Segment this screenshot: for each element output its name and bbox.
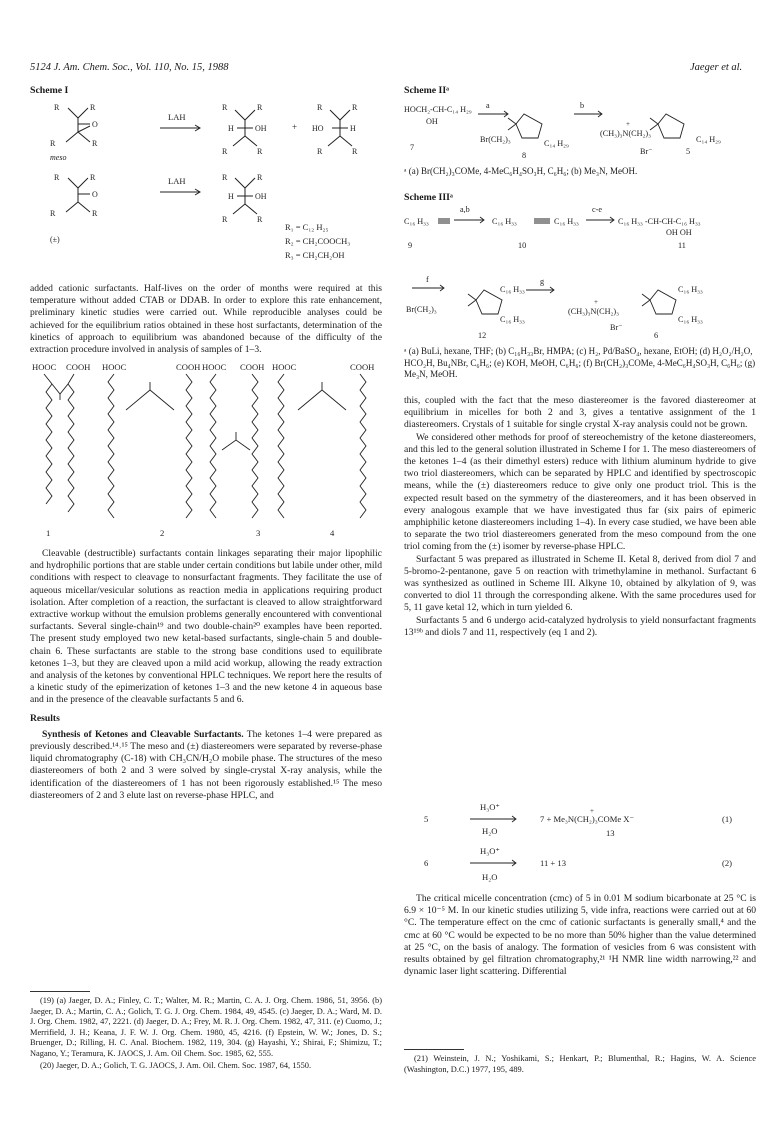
eq1-number: (1) <box>722 814 733 824</box>
eq1-catalyst: H₃O⁺ <box>480 802 500 812</box>
alkyl-chain: C₁₆ H₃₃ <box>678 315 703 324</box>
step-ab-label: a,b <box>460 205 470 214</box>
svg-text:R: R <box>222 215 228 224</box>
svg-text:R: R <box>90 173 96 182</box>
svg-text:OH: OH <box>255 124 267 133</box>
scheme-2-oh: OH <box>426 117 438 126</box>
footnote-rule <box>404 1049 464 1050</box>
bromide-anion: Br⁻ <box>610 323 623 332</box>
eq2-solvent: H₂O <box>482 872 498 882</box>
footnote: (21) Weinstein, J. N.; Yoshikami, S.; Henkart, P.; Blumenthal, R.; Hagins, W. A. Science (Washington, D.C.) 1977, 195, 489. <box>404 1054 756 1074</box>
alkyl-chain: C₁₆ H₃₃ <box>678 285 703 294</box>
ketone-label: COOH <box>350 362 375 372</box>
svg-text:HO: HO <box>312 124 324 133</box>
compound-number: 4 <box>330 528 335 538</box>
footnote-rule <box>30 991 90 992</box>
scheme-2-note: ᵃ (a) Br(CH₂)₃COMe, 4-MeC₆H₄SO₃H, C₆H₆; (b) Me₃N, MeOH. <box>404 166 638 176</box>
diol-11: C₁₆ H₃₃ -CH-CH-C₁₆ H₃₃ <box>618 217 701 226</box>
r-def-3: R₃ = CH₂CH₂OH <box>285 250 345 260</box>
step-g-label: g <box>540 277 545 286</box>
paragraph: The critical micelle concentration (cmc) of 5 in 0.01 M sodium bicarbonate at 25 °C is 6.9 × 10⁻⁵ M. In our kinetic studies utilizing 5, vide infra, reactions were carried out at 60 °C. The temperature effect on the cmc of cationic surfactants is generally small,⁴ and the cmc at 60 °C would be expected to be no more than 50% higher than the value determined at 25 °C, on the basis of analogy. The formation of vesicles from 6 was consistent with results obtained by gel filtration chromatography,²¹ ¹H NMR line width narrowing,²² and dynamic laser light scattering. Differential <box>404 893 756 978</box>
running-header: 5124 J. Am. Chem. Soc., Vol. 110, No. 15, 1988 <box>30 62 229 73</box>
left-footnotes <box>30 996 382 1072</box>
svg-text:OH: OH <box>255 192 267 201</box>
svg-text:R: R <box>257 215 263 224</box>
scheme-3-note: ᵃ (a) BuLi, hexane, THF; (b) C₁₆H₃₃Br, HMPA; (c) H₂, Pd/BaSO₄, hexane, EtOH; (d) H₂O₂/H₂O, HCO₂H, Bu₄NBr, C₆H₆; (e) KOH, MeOH, C₆H₆; (f) Br(CH₂)₃COMe, 4-MeC₆H₄SO₃H, C₆H₆; (g) Me₃N, MeOH. <box>404 346 756 380</box>
paragraph: Surfactant 5 was prepared as illustrated in Scheme II. Ketal 8, derived from diol 7 and 5-bromo-2-pentanone, gave 5 on reaction with trimethylamine in methanol. Surfactant 6 was synthesized as outlined in Scheme III. Alkyne 10, obtained by alkylation of 9, was converted to diol 11 through the corresponding alkene. With the same procedures used for 5, 11 gave ketal 12, which in turn yielded 6. <box>404 553 756 614</box>
ketone-label: HOOC <box>202 362 227 372</box>
eq1-charge: + <box>590 807 594 815</box>
scheme-2-figure <box>404 98 756 162</box>
eq1-product-number: 13 <box>606 828 615 838</box>
alkyl-chain: C₁₄ H₂₉ <box>696 135 721 144</box>
eq1-lhs: 5 <box>424 814 429 824</box>
bromo-chain: Br(CH₂)₃ <box>406 305 437 314</box>
svg-text:R: R <box>222 147 228 156</box>
r-def-2: R₂ = CH₂COOCH₃ <box>285 236 351 246</box>
alkyne-10-right: C₁₆ H₃₃ <box>554 217 579 226</box>
compound-number: 2 <box>160 528 165 538</box>
scheme-1-title: Scheme I <box>30 85 69 96</box>
compound-number: 3 <box>256 528 261 538</box>
paragraph: We considered other methods for proof of stereochemistry of the ketone diastereomers, and this led to the general solution illustrated in Scheme I for 1. The meso diastereomers of the ketones 1–4 (as their dimethyl esters) reduce with lithium aluminum hydride to give two triol diastereomers, which can be separated by HPLC and identified by spectroscopic means, while the (±) diastereomers reduce to give only one product triol. This is the expected result based on the symmetry of the diastereomers, and it has been observed in every analogous example that we have investigated thus far (six pairs of epimeric amphiphilic ketone diastereomers including 1–4). In every case studied, we have been able to separate the two triol diastereomers generated from the meso compound from the one triol coming from the (±) isomer by reverse-phase HPLC. <box>404 431 756 553</box>
ketone-label: COOH <box>66 362 91 372</box>
ketone-label: HOOC <box>32 362 57 372</box>
footnote: (19) (a) Jaeger, D. A.; Finley, C. T.; Walter, M. R.; Martin, C. A. J. Org. Chem. 1986, 51, 3956. (b) Jaeger, D. A.; Martin, C. A.; Golich, T. G. J. Org. Chem. 1984, 49, 4545. (c) Jaeger, D. A.; Ward, M. D. J. Org. Chem. 1982, 47, 2221. (d) Jaeger, D. A.; Frey, M. R. J. Org. Chem. 1982, 47, 311. (e) Cuomo, J.; Merrifield, J. H.; Keana, J. F. W. J. Org. Chem. 1980, 45, 4216. (f) Epstein, W. W.; Jones, D. S.; Bruenger, D.; Rilling, H. C. Anal. Biochem. 1982, 119, 304. (g) Hayashi, Y.; Shirai, F.; Shimizu, T.; Nagano, Y.; Teramura, K. JAOCS, J. Am. Oil Chem. Soc. 1985, 62, 555. <box>30 996 382 1058</box>
alkyl-chain: C₁₆ H₃₃ <box>500 315 525 324</box>
svg-text:R: R <box>54 103 60 112</box>
right-text-block-1 <box>404 395 756 639</box>
svg-text:O: O <box>92 190 98 199</box>
svg-text:H: H <box>228 192 234 201</box>
compound-number: 12 <box>478 331 487 340</box>
step-f-label: f <box>426 275 429 284</box>
alkyne-10-left: C₁₆ H₃₃ <box>492 217 517 226</box>
compound-number: 11 <box>678 241 686 250</box>
scheme-3-title: Scheme IIIᵃ <box>404 192 453 203</box>
svg-text:O: O <box>92 120 98 129</box>
eq2-number: (2) <box>722 858 733 868</box>
results-heading: Results <box>30 712 60 724</box>
ketone-label: HOOC <box>102 362 127 372</box>
r-def-1: R₁ = C₁₂ H₂₅ <box>285 222 329 232</box>
bromo-chain: Br(CH₂)₃ <box>480 135 511 144</box>
equations <box>404 800 756 890</box>
diol-oh: OH OH <box>666 228 692 237</box>
svg-text:R: R <box>92 209 98 218</box>
svg-text:R: R <box>54 173 60 182</box>
svg-text:R: R <box>50 209 56 218</box>
paragraph: Surfactants 5 and 6 undergo acid-catalyzed hydrolysis to yield nonsurfactant fragments 13¹⁹ᵇ and diols 7 and 11, respectively (eq 1 and 2). <box>404 614 756 638</box>
ketones-1-4-figure <box>30 360 382 540</box>
compound-number: 9 <box>408 241 413 250</box>
ammonium-chain: (CH₃)₃N(CH₂)₃ <box>568 307 619 316</box>
svg-text:R: R <box>222 173 228 182</box>
svg-text:R: R <box>50 139 56 148</box>
eq2-lhs: 6 <box>424 858 429 868</box>
meso-label: meso <box>50 153 67 162</box>
results-subheading: Synthesis of Ketones and Cleavable Surfactants. <box>42 728 244 740</box>
compound-number: 10 <box>518 241 527 250</box>
scheme-2-start: HOCH₂-CH-C₁₄ H₂₉ <box>404 105 472 114</box>
svg-text:R: R <box>352 147 358 156</box>
step-b-label: b <box>580 101 585 110</box>
svg-text:R: R <box>257 173 263 182</box>
ketone-label: HOOC <box>272 362 297 372</box>
left-text-block-1 <box>30 283 382 356</box>
ketone-label: COOH <box>240 362 265 372</box>
svg-text:+: + <box>594 298 598 306</box>
svg-text:+: + <box>626 120 630 128</box>
right-footnote <box>404 1054 756 1076</box>
paragraph: Cleavable (destructible) surfactants contain linkages separating their major lipophilic and hydrophilic portions that are stable under certain conditions but labile under other, mild conditions with respect to cleavage to nonsurfactant fragments. They facilitate the use of aqueous micellar/vesicular solutions as reaction media in applications requiring product isolation. After completion of a reaction, the surfactant is cleaved to allow straightforward extractive workup without the emulsion problems generally encountered with conventional surfactants. Several single-chain¹⁹ and two double-chain²⁰ examples have been reported. The present study employed two new ketal-based surfactants, single-chain 5 and double-chain 6. These surfactants are stable to the strong base conditions used to equilibrate ketones 1–3, but they are cleaved upon a mild acid workup, allowing the ready extraction and analysis of the ketones by conventional HPLC techniques. We report here the results of a kinetic study of the epimerization of ketones 1–3 and the new ketone 4 in aqueous base and in the presence of the cleavable surfactants 5 and 6. <box>30 548 382 706</box>
racemic-label: (±) <box>50 235 60 244</box>
paragraph: added cationic surfactants. Half-lives on the order of months were required at this temperature without added CTAB or DDAB. In order to explore this rate enhancement, preliminary kinetic studies were carried out. While reproducible analyses could be achieved for the equilibrium ratios obtained in these host surfactants, determination of the kinetics of approach to equilibrium was abandoned because of the difficulty of the extraction procedure involved in analysis of samples of 1–3. <box>30 283 382 356</box>
scheme-1-figure <box>30 98 390 280</box>
bromide-anion: Br⁻ <box>640 147 653 156</box>
svg-text:H: H <box>228 124 234 133</box>
eq1-rhs: 7 + Me₃N(CH₂)₃COMe X⁻ <box>540 814 635 824</box>
compound-number: 6 <box>654 331 659 340</box>
compound-number: 1 <box>46 528 51 538</box>
footnote: (20) Jaeger, D. A.; Golich, T. G. JAOCS, J. Am. Oil. Chem. Soc. 1987, 64, 1550. <box>40 1060 312 1070</box>
eq2-rhs: 11 + 13 <box>540 858 567 868</box>
step-a-label: a <box>486 101 490 110</box>
svg-text:R: R <box>317 103 323 112</box>
alkyl-chain: C₁₄ H₂₉ <box>544 139 569 148</box>
paragraph: this, coupled with the fact that the meso diastereomer is the favored diastereomer at equilibrium in micelles for both 2 and 3, gives a tentative assignment of the 1 diastereomers. Crystals of 1 suitable for single crystal X-ray analysis could not be grown. <box>404 395 756 431</box>
compound-number: 8 <box>522 151 527 160</box>
right-text-block-2 <box>404 893 756 978</box>
eq1-solvent: H₂O <box>482 826 498 836</box>
compound-number: 7 <box>410 143 415 152</box>
svg-text:R: R <box>352 103 358 112</box>
ammonium-chain: (CH₃)₃N(CH₂)₃ <box>600 129 651 138</box>
svg-text:R: R <box>317 147 323 156</box>
eq2-catalyst: H₃O⁺ <box>480 846 500 856</box>
svg-text:R: R <box>222 103 228 112</box>
svg-text:R: R <box>257 147 263 156</box>
results-text: The ketones 1–4 were prepared as previously described.¹⁴˒¹⁵ The meso and (±) diastereomers were separated by reverse-phase liquid chromatography (C-18) with CH₃CN/H₂O mobile phase. The structures of the meso diastereomers of both 2 and 3 were solved by single-crystal X-ray analysis, while the identification of the diastereomers of 1 has not been rigorously established.¹⁵ The meso diastereomers of 2 and 3 elute last on reverse-phase HPLC, and <box>30 728 382 801</box>
plus-sign: + <box>292 122 298 132</box>
compound-number: 5 <box>686 147 691 156</box>
scheme-2-title: Scheme IIᵃ <box>404 85 450 96</box>
ketone-label: COOH <box>176 362 201 372</box>
running-header-authors: Jaeger et al. <box>690 62 743 73</box>
scheme-3-figure <box>404 204 756 344</box>
svg-text:H: H <box>350 124 356 133</box>
alkyl-chain: C₁₆ H₃₃ <box>500 285 525 294</box>
svg-text:R: R <box>257 103 263 112</box>
left-text-block-2 <box>30 548 382 802</box>
svg-text:R: R <box>90 103 96 112</box>
lah-reagent-2: LAH <box>168 176 186 186</box>
svg-text:R: R <box>92 139 98 148</box>
lah-reagent-1: LAH <box>168 112 186 122</box>
step-ce-label: c-e <box>592 205 602 214</box>
alkyne-9: C₁₆ H₃₃ <box>404 217 429 226</box>
